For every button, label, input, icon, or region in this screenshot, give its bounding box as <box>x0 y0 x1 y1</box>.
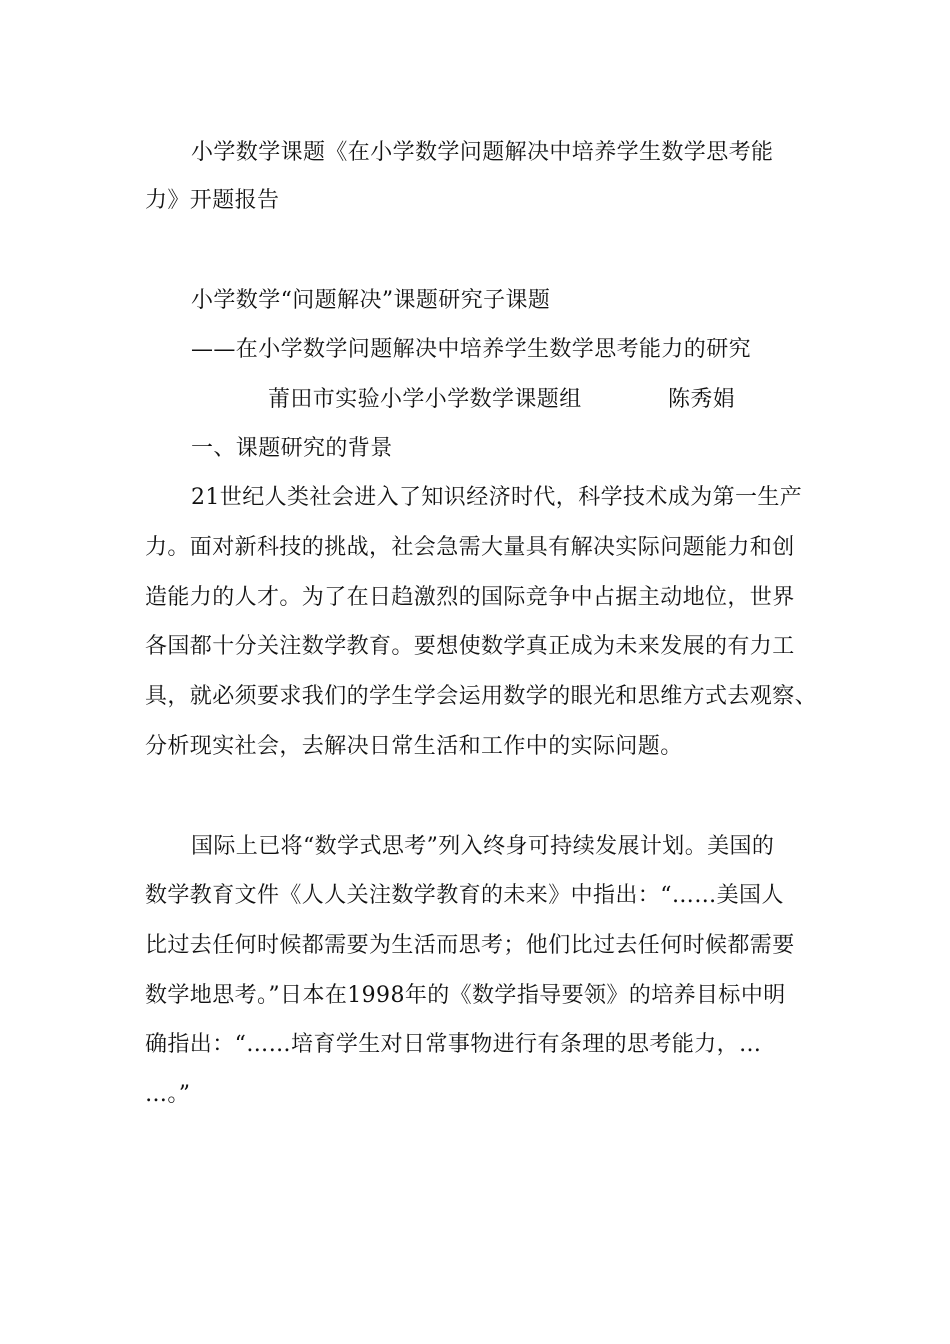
byline-author: 陈秀娟 <box>668 387 736 412</box>
subtitle-line-1: 小学数学“问题解决”课题研究子课题 <box>191 288 551 313</box>
paragraph-1-line: 具，就必须要求我们的学生学会运用数学的眼光和思维方式去观察、 <box>145 684 818 709</box>
byline-group: 莆田市实验小学小学数学课题组 <box>268 387 582 412</box>
paragraph-1-line: 造能力的人才。为了在日趋激烈的国际竞争中占据主动地位，世界 <box>145 585 795 610</box>
paragraph-1-line: 力。面对新科技的挑战，社会急需大量具有解决实际问题能力和创 <box>145 535 795 560</box>
paragraph-2-line: 比过去任何时候都需要为生活而思考；他们比过去任何时候都需要 <box>145 933 795 958</box>
paragraph-2-line: 数学地思考。”日本在1998年的《数学指导要领》的培养目标中明 <box>145 983 786 1008</box>
paragraph-1-line: 分析现实社会，去解决日常生活和工作中的实际问题。 <box>145 734 683 759</box>
paragraph-2-line: …。” <box>145 1082 191 1107</box>
paragraph-2-line: 确指出：“……培育学生对日常事物进行有条理的思考能力，… <box>145 1032 762 1057</box>
paragraph-2-line: 国际上已将“数学式思考”列入终身可持续发展计划。美国的 <box>191 834 775 859</box>
title-line-1: 小学数学课题《在小学数学问题解决中培养学生数学思考能 <box>191 140 774 165</box>
paragraph-1-line: 各国都十分关注数学教育。要想使数学真正成为未来发展的有力工 <box>145 634 795 659</box>
paragraph-2-line: 数学教育文件《人人关注数学教育的未来》中指出：“……美国人 <box>145 883 784 908</box>
paragraph-1-line: 21世纪人类社会进入了知识经济时代，科学技术成为第一生产 <box>191 485 803 510</box>
title-line-2: 力》开题报告 <box>145 188 280 213</box>
section-heading: 一、课题研究的背景 <box>191 436 393 461</box>
subtitle-line-2: ——在小学数学问题解决中培养学生数学思考能力的研究 <box>191 337 752 362</box>
